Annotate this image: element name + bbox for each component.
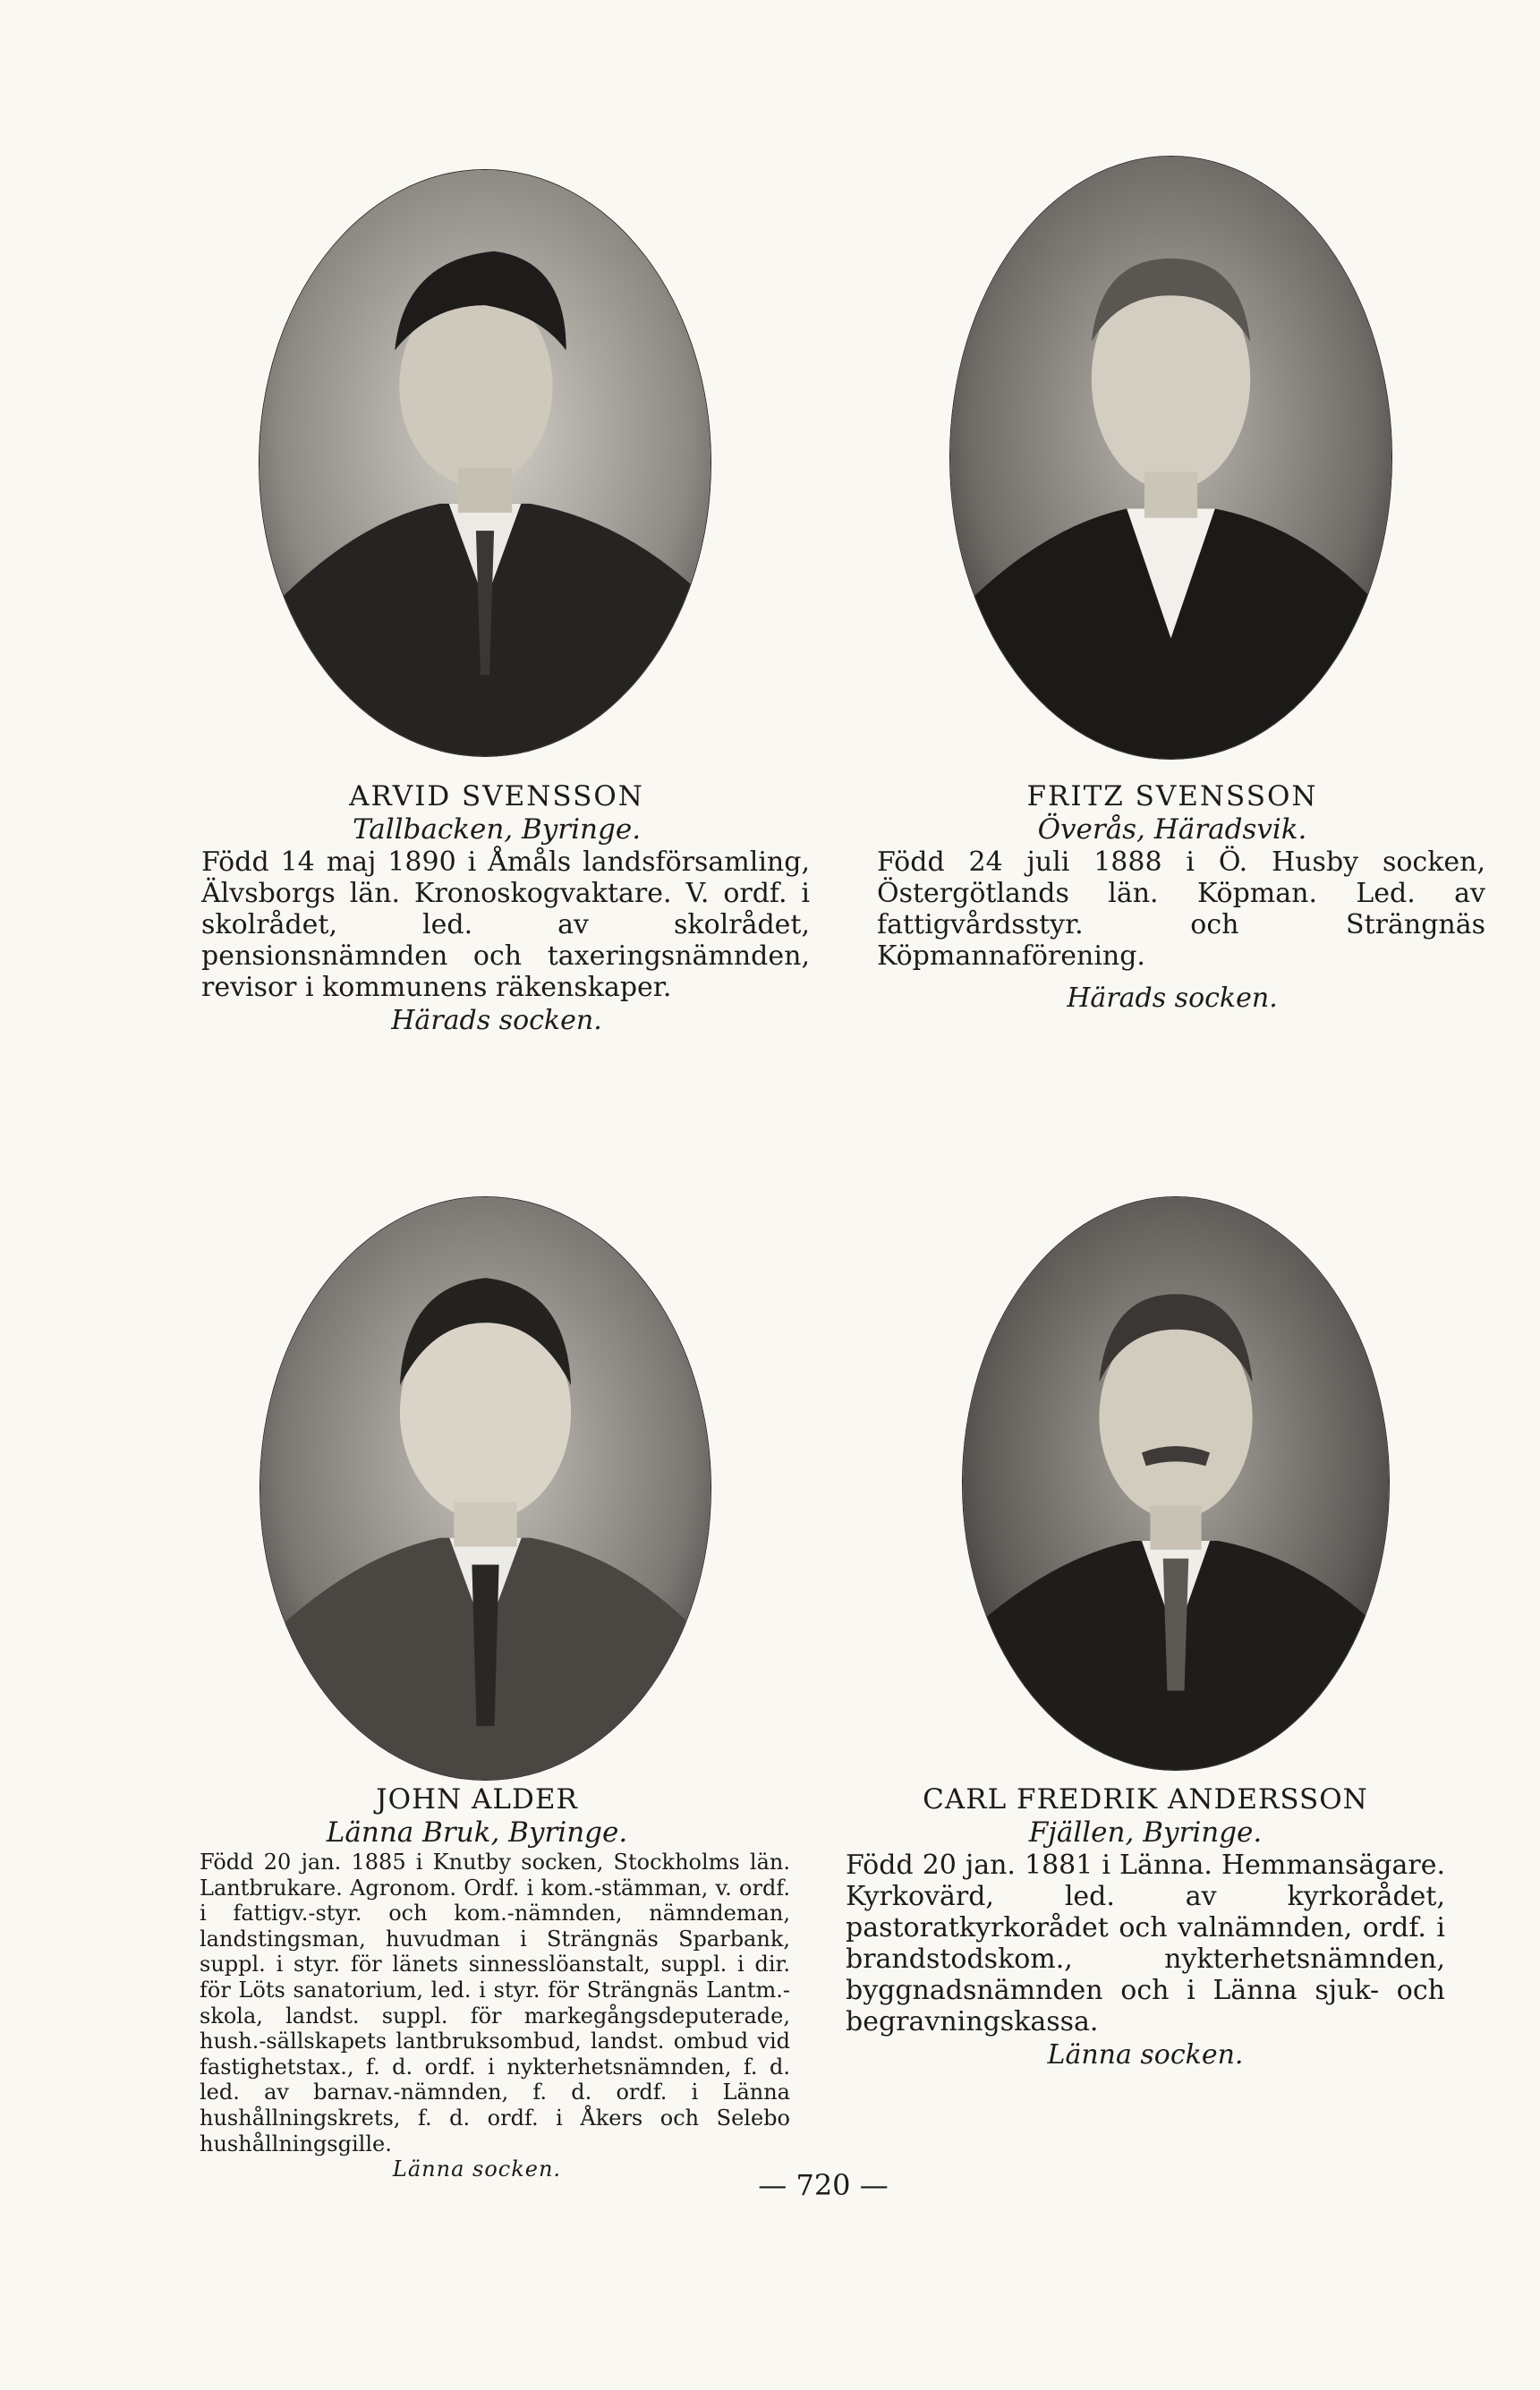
person-name: CARL FREDRIK ANDERSSON (923, 1783, 1368, 1816)
parish: Länna socken. (1047, 2039, 1244, 2071)
biography: Född 14 maj 1890 i Åmåls landsförsamling, Älvsborgs län. Kronoskogvaktare. V. ordf. i skolrådet, led. av skolrådet, pensionsnämnden och taxeringsnämnden, revisor i kommunens räkenskaper. (201, 846, 810, 1003)
entry-carl-fredrik-andersson (846, 1783, 1445, 2073)
residence: Fjällen, Byringe. (1028, 1816, 1263, 1849)
entry-john-alder (164, 1783, 790, 2182)
residence: Överås, Häradsvik. (1037, 813, 1307, 846)
portrait-john-alder (260, 1197, 710, 1780)
person-name: FRITZ SVENSSON (1026, 780, 1318, 812)
page-number: — 720 — (758, 2168, 889, 2202)
entry-arvid-svensson (183, 780, 810, 1039)
portrait-fritz-svensson (950, 157, 1391, 759)
parish: Härads socken. (391, 1005, 602, 1036)
person-name: JOHN ALDER (376, 1783, 578, 1816)
residence: Tallbacken, Byringe. (352, 813, 642, 846)
parish: Länna socken. (392, 2156, 562, 2182)
portrait-arvid-svensson (260, 170, 710, 756)
residence: Länna Bruk, Byringe. (326, 1816, 628, 1849)
portrait-carl-fredrik-andersson (963, 1197, 1389, 1770)
parish: Härads socken. (1067, 982, 1278, 1014)
person-name: ARVID SVENSSON (349, 780, 644, 812)
entry-fritz-svensson (859, 780, 1485, 1016)
biography: Född 20 jan. 1885 i Knutby socken, Stockholms län. Lantbrukare. Agronom. Ordf. i kom.-stämman, v. ordf. i fattigv.-styr. och kom.-nämnden, nämndeman, landstingsman, huvudman i Strängnäs Sparbank, suppl. i styr. för länets sinnesslöanstalt, suppl. i dir. för Löts sanatorium, led. i styr. för Strängnäs Lantm.-skola, landst. suppl. för markegångsdeputerade, hush.-sällskapets lantbruksombud, landst. ombud vid fastighetstax., f. d. ordf. i nykterhetsnämnden, f. d. led. av barnav.-nämnden, f. d. ordf. i Länna hushållningskrets, f. d. ordf. i Åkers och Selebo hushållningsgille. (200, 1850, 790, 2156)
biography: Född 24 juli 1888 i Ö. Husby socken, Östergötlands län. Köpman. Led. av fattigvårdsstyr. och Strängnäs Köpmannaförening. (877, 846, 1485, 972)
biography: Född 20 jan. 1881 i Länna. Hemmansägare. Kyrkovärd, led. av kyrkorådet, pastoratkyrkorådet och valnämnden, ordf. i brandstodskom., nykterhetsnämnden, byggnadsnämnden och i Länna sjuk- och begravningskassa. (846, 1850, 1445, 2037)
